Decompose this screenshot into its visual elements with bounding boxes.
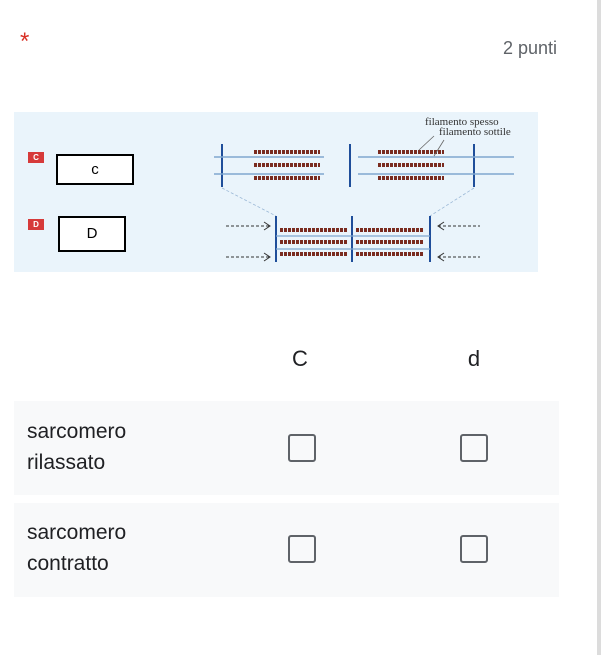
checkbox-contratto-c[interactable]: [288, 535, 316, 563]
thick-filament-label: filamento spesso: [425, 116, 499, 128]
required-marker: *: [20, 28, 30, 55]
thin-filament-label: filamento sottile: [439, 126, 511, 138]
question-image: [14, 112, 538, 272]
points-label: 2 punti: [502, 38, 557, 58]
column-header-d: d: [467, 346, 481, 371]
row-label: sarcomero contratto: [27, 521, 127, 575]
row-label: sarcomero rilassato: [27, 420, 127, 474]
label-c-box: c: [56, 154, 134, 185]
checkbox-rilassato-d[interactable]: [460, 434, 488, 462]
label-d-box: D: [58, 216, 126, 252]
column-header-c: C: [292, 346, 308, 371]
label-c-badge: C: [28, 152, 44, 163]
grid-row-contratto: [14, 503, 559, 597]
label-d-badge: D: [28, 219, 44, 230]
grid-row-rilassato: [14, 401, 559, 495]
scrollbar-edge: [597, 0, 601, 655]
checkbox-contratto-d[interactable]: [460, 535, 488, 563]
checkbox-rilassato-c[interactable]: [288, 434, 316, 462]
